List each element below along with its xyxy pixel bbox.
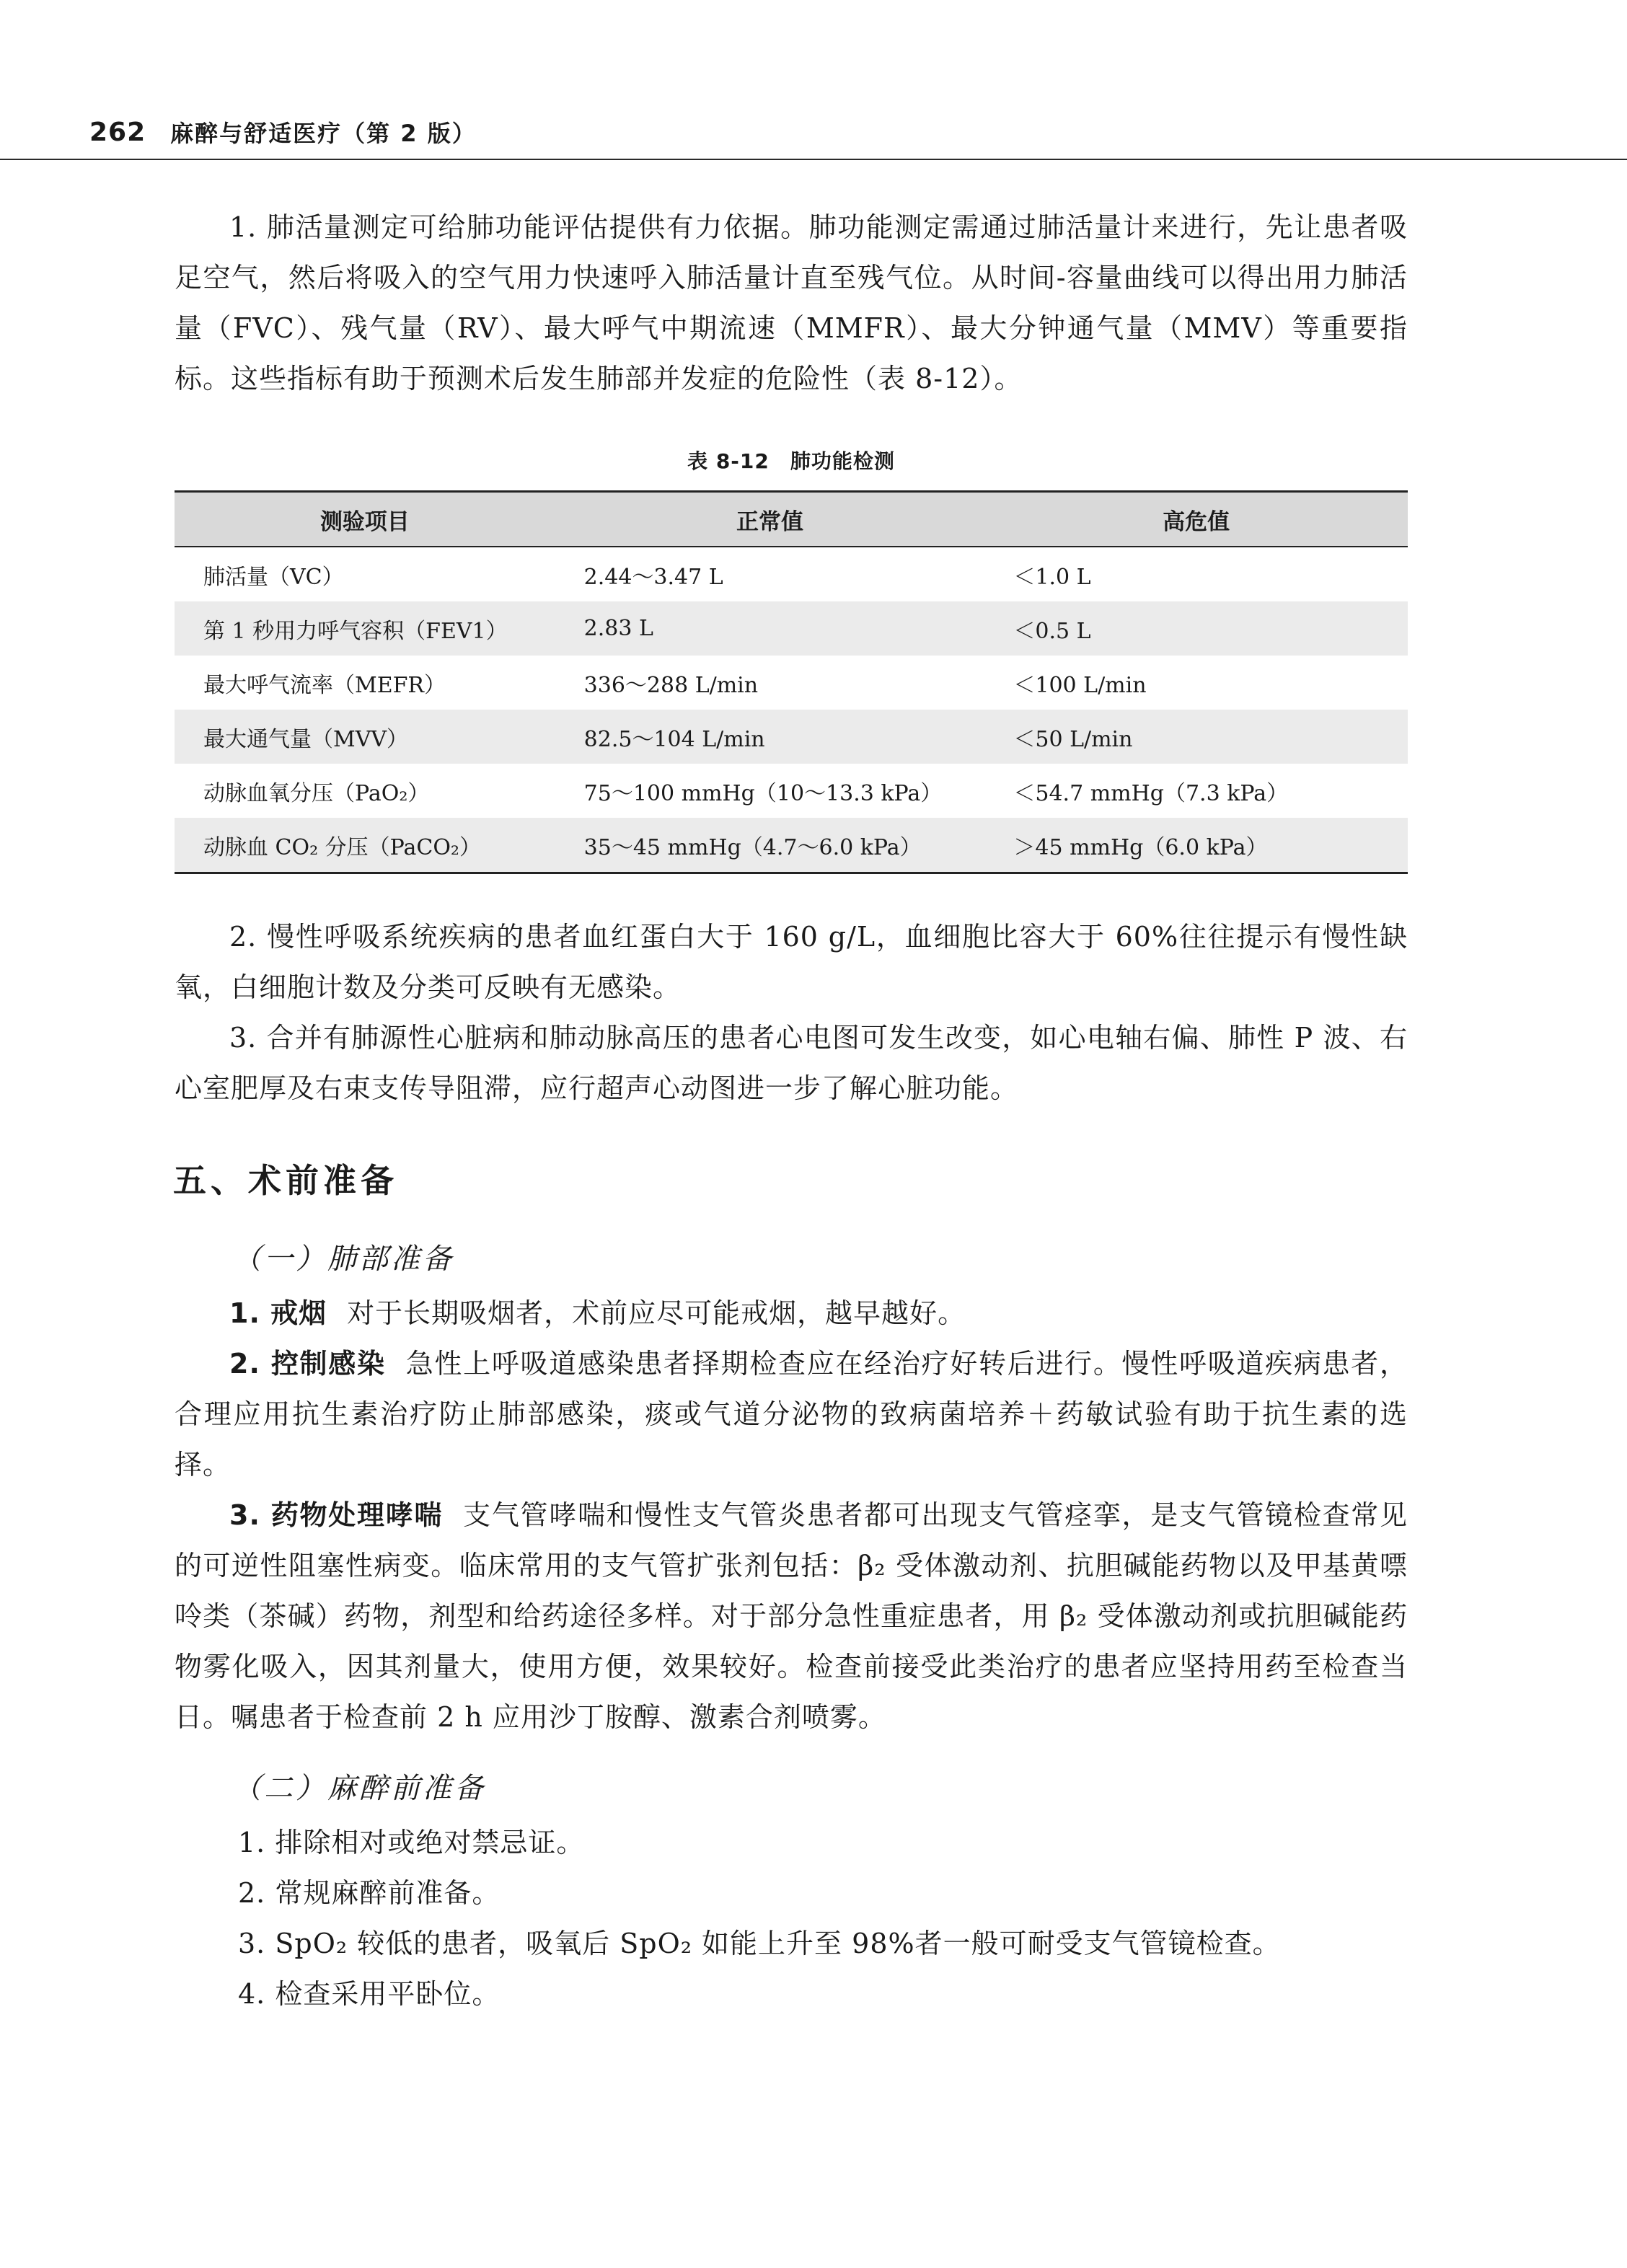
list-item: 2. 常规麻醉前准备。: [238, 1877, 501, 1909]
prep-item-lead: 1. 戒烟: [229, 1297, 327, 1329]
table-cell: ＜100 L/min: [1013, 672, 1147, 698]
table-cell: 75～100 mmHg（10～13.3 kPa）: [583, 780, 943, 806]
subsection-title-anesthesia: （二）麻醉前准备: [232, 1772, 486, 1805]
page-content: [175, 202, 1408, 2019]
table-row: [175, 656, 1408, 710]
table-row: [175, 710, 1408, 764]
table-cell: 2.83 L: [583, 616, 653, 641]
table-cell: 最大通气量（MVV）: [203, 726, 409, 752]
section-title: 五、术前准备: [173, 1161, 398, 1200]
table-cell: ＜54.7 mmHg（7.3 kPa）: [1013, 780, 1289, 806]
table-cell: ＜0.5 L: [1013, 618, 1091, 644]
intro-paragraph: 1. 肺活量测定可给肺功能评估提供有力依据。肺功能测定需通过肺活量计来进行，先让患者吸足空气，然后将吸入的空气用力快速呼入肺活量计直至残气位。从时间-容量曲线可以得出用力肺活量（FVC）、残气量（RV）、最大呼气中期流速（MMFR）、最大分钟通气量（MMV）等重要指标。这些指标有助于预测术后发生肺部并发症的危险性（表 8-12）。: [175, 211, 1408, 394]
subsection-title-lung: （一）肺部准备: [232, 1243, 454, 1276]
book-title: 麻醉与舒适医疗（第 2 版）: [170, 120, 477, 147]
list-item: 3. SpO₂ 较低的患者，吸氧后 SpO₂ 如能上升至 98%者一般可耐受支气管镜检查。: [238, 1928, 1281, 1959]
table-cell: 2.44～3.47 L: [583, 564, 723, 590]
table-cell: 82.5～104 L/min: [583, 726, 765, 752]
table-row: [175, 818, 1408, 873]
list-item: 1. 排除相对或绝对禁忌证。: [238, 1827, 585, 1858]
header-rule: [0, 159, 1627, 160]
table-header-cell: 测验项目: [319, 508, 410, 535]
table-header-cell: 正常值: [736, 508, 803, 535]
table-cell: 35～45 mmHg（4.7～6.0 kPa）: [583, 834, 922, 860]
running-header: [89, 114, 477, 150]
paragraph-3: 3. 合并有肺源性心脏病和肺动脉高压的患者心电图可发生改变，如心电轴右偏、肺性 P 波、右心室肥厚及右束支传导阻滞，应行超声心动图进一步了解心脏功能。: [175, 1022, 1408, 1104]
table-cell: ＞45 mmHg（6.0 kPa）: [1013, 834, 1268, 860]
prep-item-text: 支气管哮喘和慢性支气管炎患者都可出现支气管痉挛，是支气管镜检查常见的可逆性阻塞性病变。临床常用的支气管扩张剂包括：β₂ 受体激动剂、抗胆碱能药物以及甲基黄嘌呤类（茶碱）药物，剂型和给药途径多样。对于部分急性重症患者，用 β₂ 受体激动剂或抗胆碱能药物雾化吸入，因其剂量大，使用方便，效果较好。检查前接受此类治疗的患者应坚持用药至检查当日。嘱患者于检查前 2 h 应用沙丁胺醇、激素合剂喷雾。: [175, 1499, 1408, 1733]
prep-item-text: 急性上呼吸道感染患者择期检查应在经治疗好转后进行。慢性呼吸道疾病患者，合理应用抗生素治疗防止肺部感染，痰或气道分泌物的致病菌培养＋药敏试验有助于抗生素的选择。: [175, 1348, 1408, 1481]
table-header-row: [175, 492, 1408, 547]
prep-item-text: 对于长期吸烟者，术前应尽可能戒烟，越早越好。: [347, 1297, 966, 1329]
table-cell: ＜50 L/min: [1013, 726, 1133, 752]
paragraph-2: 2. 慢性呼吸系统疾病的患者血红蛋白大于 160 g/L，血细胞比容大于 60%往往提示有慢性缺氧，白细胞计数及分类可反映有无感染。: [175, 921, 1408, 1003]
prep-item-lead: 3. 药物处理哮喘: [229, 1499, 444, 1531]
table-caption: 表 8-12 肺功能检测: [687, 449, 895, 473]
table-row: [175, 601, 1408, 656]
table-row: [175, 547, 1408, 601]
prep-item: [175, 1490, 1408, 1742]
table-header-cell: 高危值: [1163, 508, 1230, 535]
table-cell: ＜1.0 L: [1013, 564, 1091, 590]
table-cell: 动脉血 CO₂ 分压（PaCO₂）: [203, 834, 481, 860]
list-item: 4. 检查采用平卧位。: [238, 1978, 501, 2010]
table-cell: 肺活量（VC）: [203, 564, 344, 590]
table-cell: 动脉血氧分压（PaO₂）: [203, 780, 430, 806]
table-cell: 第 1 秒用力呼气容积（FEV1）: [203, 618, 508, 644]
table-cell: 最大呼气流率（MEFR）: [203, 672, 446, 698]
table-cell: 336～288 L/min: [583, 672, 759, 698]
page-number: 262: [89, 117, 146, 147]
table-row: [175, 764, 1408, 818]
prep-item: [175, 1288, 1408, 1338]
prep-item: [175, 1338, 1408, 1490]
prep-item-lead: 2. 控制感染: [229, 1348, 386, 1380]
lung-function-table: [175, 490, 1408, 874]
post-table-block: [175, 912, 1408, 1113]
